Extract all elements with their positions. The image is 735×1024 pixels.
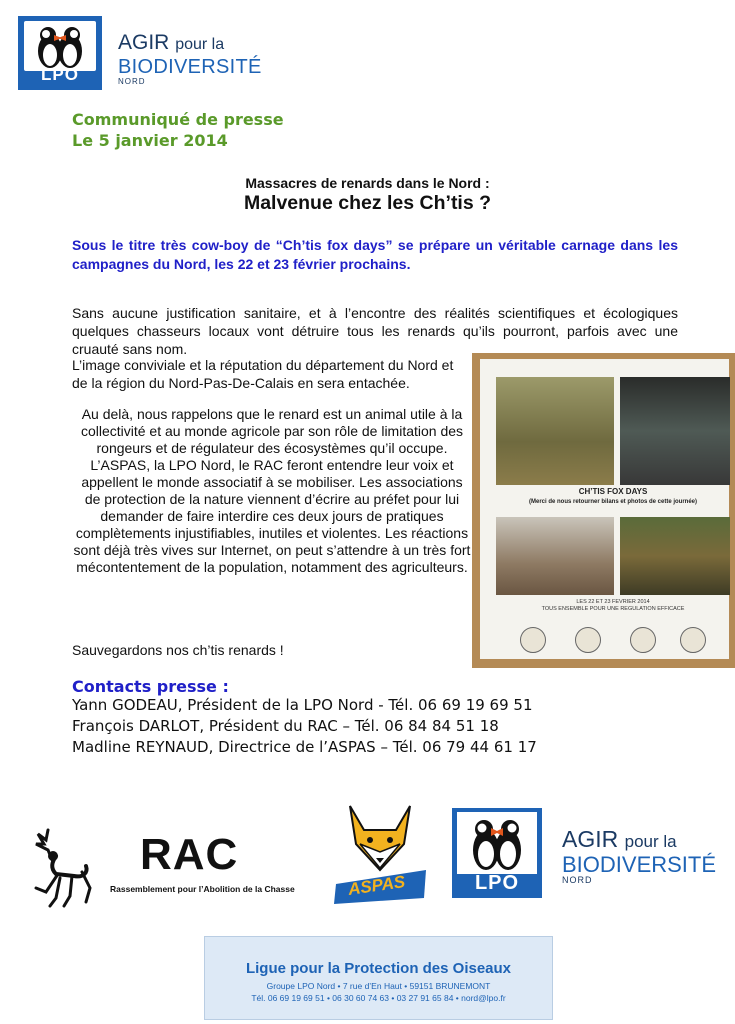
rac-logo-text: RAC	[140, 830, 239, 879]
poster-seal-icon	[520, 627, 546, 653]
contacts-title: Contacts presse :	[72, 677, 229, 696]
paragraph-1: Sans aucune justification sanitaire, et à l’encontre des réalités scientifiques et écologiques quelques chasseurs locaux vont détruire tous les renards qu’ils pourront, parfois avec une cruauté sans nom.	[72, 305, 678, 357]
poster-dates: LES 22 ET 23 FEVRIER 2014	[576, 599, 650, 605]
poster-photo	[472, 353, 735, 668]
rac-logo	[110, 830, 310, 900]
contacts-list	[72, 695, 537, 758]
lpo-logo	[18, 16, 102, 90]
poster-seal-icon	[630, 627, 656, 653]
poster-photo-car	[620, 377, 730, 485]
poster-footer	[496, 599, 730, 613]
footer-address: Groupe LPO Nord • 7 rue d’En Haut • 59151 BRUNEMONT	[266, 981, 491, 991]
agir-text: AGIR	[562, 826, 619, 852]
aspas-logo	[330, 800, 430, 904]
footer-phones: Tél. 06 69 19 69 51 • 06 30 60 74 63 • 03 27 91 65 84 • nord@lpo.fr	[251, 993, 506, 1003]
contact-item: François DARLOT, Président du RAC – Tél. 06 84 84 51 18	[72, 717, 499, 735]
puffin-icon	[457, 812, 537, 874]
paragraph-2: L’image conviviale et la réputation du département du Nord et de la région du Nord-Pas-De-Calais en sera entachée.	[72, 357, 454, 391]
agir-logo-footer	[562, 828, 716, 885]
poster-slogan: TOUS ENSEMBLE POUR UNE REGULATION EFFICACE	[541, 606, 685, 612]
poster-photo-burrow	[620, 517, 730, 595]
closing-line: Sauvegardons nos ch’tis renards !	[72, 642, 284, 658]
footer-contact-box	[204, 936, 553, 1020]
lpo-logo-text: LPO	[41, 65, 79, 84]
pour-la-text: pour la	[624, 832, 677, 851]
agir-logo	[118, 32, 262, 86]
poster-photo-hunters	[496, 517, 614, 595]
subheadline: Massacres de renards dans le Nord :	[245, 175, 490, 191]
lpo-logo-text: LPO	[474, 872, 520, 894]
press-release-header	[72, 109, 284, 151]
aspas-logo-text: ASPAS	[346, 872, 407, 899]
poster-caption	[496, 487, 730, 507]
pour-la-text: pour la	[175, 36, 225, 53]
poster-photo-field	[496, 377, 614, 485]
rac-logo-subtitle: Rassemblement pour l’Abolition de la Chasse	[110, 884, 295, 894]
poster-title: CH’TIS FOX DAYS	[578, 487, 648, 496]
intro-paragraph: Sous le titre très cow-boy de “Ch’tis fox days” se prépare un véritable carnage dans les campagnes du Nord, les 22 et 23 février prochains.	[72, 237, 678, 272]
press-label: Communiqué de presse	[72, 110, 284, 129]
biodiversite-text: BIODIVERSITÉ	[562, 852, 717, 877]
poster-subtitle: (Merci de nous retourner bilans et photos de cette journée)	[528, 499, 698, 505]
headline: Malvenue chez les Ch’tis ?	[243, 192, 492, 214]
puffin-icon	[24, 21, 96, 71]
press-date: Le 5 janvier 2014	[72, 131, 228, 150]
paragraph-3: Au delà, nous rappelons que le renard est un animal utile à la collectivité et au monde agricole par son rôle de limitation des rongeurs et de régulateur des écosystèmes qu’il occupe. L’ASPAS, la LPO Nord, le RAC feront entendre leur voix et appellent le monde associatif à se mobiliser. Les associations de protection de la nature viennent d’écrire au préfet pour lui demander de faire interdire ces deux jours de pratiques complètements injustifiables, inutiles et violentes. Les réactions sont déjà très vives sur Internet, on peut s’attendre à un très fort mécontentement de la population, notamment des agriculteurs.	[73, 406, 471, 575]
footer-org-name: Ligue pour la Protection des Oiseaux	[245, 960, 512, 977]
nord-text: NORD	[118, 77, 146, 86]
contact-item: Madline REYNAUD, Directrice de l’ASPAS – Tél. 06 79 44 61 17	[72, 738, 537, 756]
biodiversite-text: BIODIVERSITÉ	[118, 56, 262, 78]
agir-text: AGIR	[118, 31, 170, 54]
poster-seal-icon	[575, 627, 601, 653]
deer-logo-icon	[26, 826, 96, 910]
poster-sheet	[480, 359, 729, 659]
poster-seal-icon	[680, 627, 706, 653]
nord-text: NORD	[562, 875, 593, 885]
contact-item: Yann GODEAU, Président de la LPO Nord - Tél. 06 69 19 69 51	[72, 696, 533, 714]
lpo-logo-footer	[452, 808, 542, 898]
